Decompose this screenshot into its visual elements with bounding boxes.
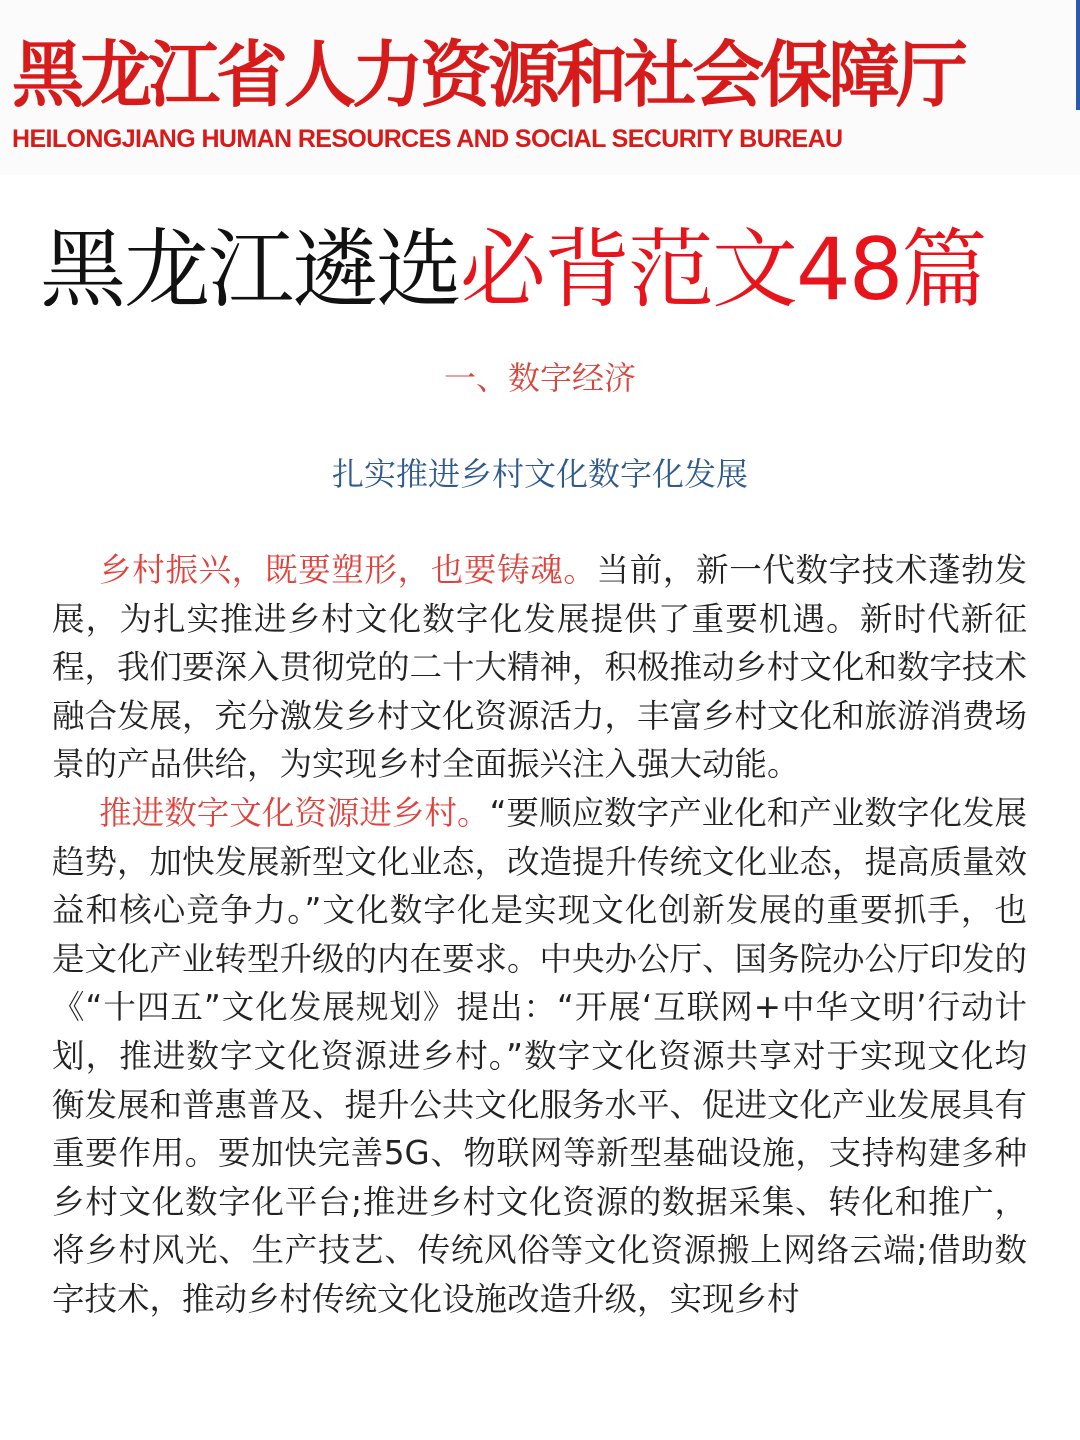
paragraph-text: 当前，新一代数字技术蓬勃发展，为扎实推进乡村文化数字化发展提供了重要机遇。新时代新征程，我们要深入贯彻党的二十大精神，积极推动乡村文化和数字技术融合发展，充分激发乡村文化资源活力，丰富乡村文化和旅游消费场景的产品供给，为实现乡村全面振兴注入强大动能。 [52,551,1028,784]
bureau-name-chinese: 黑龙江省人力资源和社会保障厅 [12,33,965,117]
paragraph-lead: 乡村振兴，既要塑形，也要铸魂。 [99,551,597,589]
article-body [52,546,1027,1324]
paragraph-text: “要顺应数字产业化和产业数字化发展趋势，加快发展新型文化业态，改造提升传统文化业态，提高质量效益和核心竞争力。”文化数字化是实现文化创新发展的重要抓手，也是文化产业转型升级的内在要求。中央办公厅、国务院办公厅印发的《“十四五”文化发展规划》提出：“开展‘互联网+中华文明’行动计划，推进数字文化资源进乡村。”数字文化资源共享对于实现文化均衡发展和普惠普及、提升公共文化服务水平、促进文化产业发展具有重要作用。要加快完善5G、物联网等新型基础设施，支持构建多种乡村文化数字化平台;推进乡村文化资源的数据采集、转化和推广，将乡村风光、生产技艺、传统风俗等文化资源搬上网络云端;借助数字技术，推动乡村传统文化设施改造升级，实现乡村 [52,793,1028,1318]
main-title-red-part: 必背范文48篇 [460,220,986,320]
article-paragraph [52,789,1027,1324]
bureau-name-english: HEILONGJIANG HUMAN RESOURCES AND SOCIAL SECURITY BUREAU [12,125,843,153]
article-paragraph [52,546,1027,789]
paragraph-lead: 推进数字文化资源进乡村。 [99,793,490,832]
main-title-black-part: 黑龙江遴选 [40,220,460,320]
section-heading: 一、数字经济 [443,359,636,397]
banner-edge-accent [1076,0,1080,110]
main-title [40,215,1060,325]
article-title: 扎实推进乡村文化数字化发展 [331,455,748,493]
bureau-banner [0,0,1080,175]
